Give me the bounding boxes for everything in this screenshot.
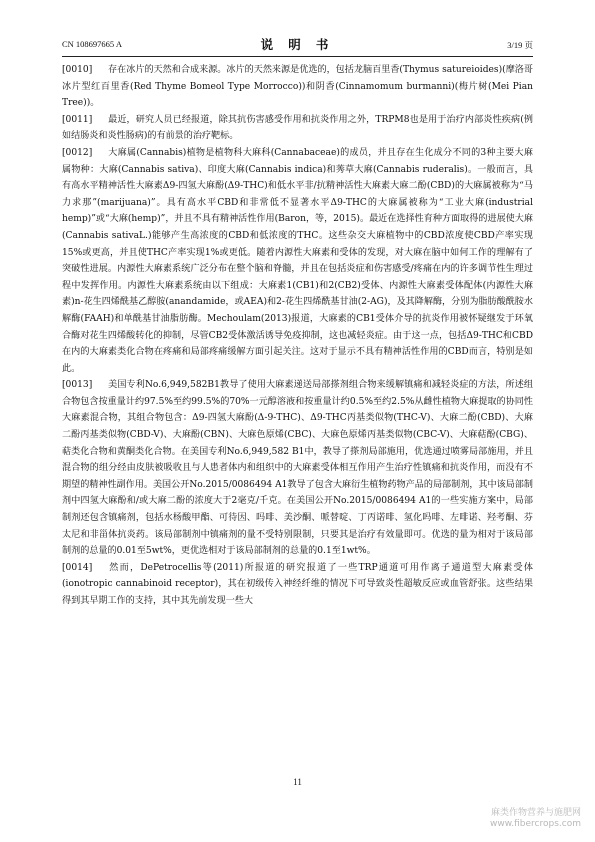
paragraph-text: 然而，DePetrocellis等(2011)所报道的研究报道了一些TRP通道可用作离子通道型大麻素受体(ionotropic cannabinoid receptor)，其在初级传入神经纤维的情况下可导致炎性超敏反应或血管舒张。这些结果得到其早期工作的支持，其中其先前发现一些大: [62, 562, 533, 606]
watermark: [490, 808, 581, 830]
page-number: 11: [293, 777, 302, 787]
page-header: [62, 36, 533, 54]
document-body: [62, 62, 533, 610]
paragraph-number: [0011]: [62, 114, 93, 125]
paragraph-0012: [62, 145, 533, 377]
header-rule: [62, 56, 533, 57]
page-label: 3/19 页: [507, 40, 533, 50]
watermark-title: 麻类作物营养与施肥网: [490, 808, 581, 818]
paragraph-number: [0013]: [62, 380, 93, 391]
paragraph-number: [0014]: [62, 562, 93, 573]
paragraph-number: [0010]: [62, 65, 93, 75]
watermark-url: www.fibercrops.com: [490, 819, 581, 829]
paragraph-0010: [62, 62, 533, 112]
paragraph-text: 美国专利No.6,949,582B1教导了使用大麻素递送局部搽剂组合物来缓解镇痛和减轻炎症的方法，所述组合物包含按重量计约97.5%至约99.5%的70%一元醇溶液和按重量计约0.5%至约2.5%从雌性植物大麻提取的协同性大麻素混合物，其组合物包含：Δ9-四氢大麻酚(Δ-9-THC)、Δ9-THC丙基类似物(THC-V)、大麻二酚(CBD)、大麻二酚丙基类似物(CBD-V)、大麻酚(CBN)、大麻色原烯(CBC)、大麻色原烯丙基类似物(CBC-V)、大麻萜酚(CBG)、萜类化合物和黄酮类化合物。在美国专利No.6,949,582 B1中，教导了搽剂局部施用，优选通过喷雾局部施用，并且混合物的组分经由皮肤被吸收且与人患者体内和组织中的大麻素受体相互作用产生治疗性镇痛和抗炎作用，而没有不期望的精神性副作用。美国公开No.2015/0086494 A1教导了包含大麻衍生植物药物产品的局部制剂，其中该局部制剂中四氢大麻酚和/或大麻二酚的浓度大于2毫克/千克。在美国公开No.2015/0086494 A1的一些实施方案中，局部制剂还包含镇痛剂，包括水杨酸甲酯、可待因、吗啡、美沙酮、哌替啶、丁丙诺啡、氢化吗啡、左啡诺、羟考酮、芬太尼和非甾体抗炎药。该局部制剂中镇痛剂的量不受特别限制，只要其是治疗有效量即可。优选的量为相对于该局部制剂的总量的0.01至5wt%，更优选相对于该局部制剂的总量的0.1至1wt%。: [62, 380, 533, 557]
doc-number: CN 108697665 A: [62, 39, 122, 49]
paragraph-text: 大麻属(Cannabis)植物是植物科大麻科(Cannabaceae)的成员，并且存在生化成分不同的3种主要大麻属物种：大麻(Cannabis sativa)、印度大麻(Cannabis indica)和莠草大麻(Cannabis ruderalis)。一般而言，具有高水平精神活性大麻素Δ9-四氢大麻酚(Δ9-THC)和低水平非/抗精神活性大麻素大麻二酚(CBD)的大麻属被称为“马力求那”(marijuana)”。具有高水平CBD和非常低不显著水平Δ9-THC的大麻属被称为“工业大麻(industrial hemp)”或“大麻(hemp)”，并且不具有精神活性作用(Baron，等，2015)。最近在选择性育种方面取得的进展使大麻(Cannabis sativaL.)能够产生高浓度的CBD和低浓度的THC。这些杂交大麻植物中的CBD浓度使CBD产率实现15%或更高，并且使THC产率实现1%或更低。随着内源性大麻素和受体的发现，对大麻在脑中如何工作的理解有了突破性进展。内源性大麻素系统广泛分布在整个脑和脊髓，并且在包括炎症和伤害感受/疼痛在内的许多调节性生理过程中发挥作用。内源性大麻素系统由以下组成：大麻素1(CB1)和2(CB2)受体、内源性大麻素受体配体(内源性大麻素)n-花生四烯酰基乙醇胺(anandamide，或AEA)和2-花生四烯酰基甘油(2-AG)，及其降解酶，分别为脂肪酸酰胺水解酶(FAAH)和单酰基甘油脂肪酶。Mechoulam(2013)报道，大麻素的CB1受体介导的抗炎作用被怀疑继发于环氧合酶对花生四烯酸转化的抑制，尽管CB2受体激活诱导免疫抑制，这也减轻炎症。由于这一点，包括Δ9-THC和CBD在内的大麻素类化合物在疼痛和局部疼痛缓解方面引起关注。这对于显示不具有精神活性作用的CBD而言，特别是如此。: [62, 147, 533, 374]
paragraph-number: [0012]: [62, 147, 93, 158]
paragraph-0014: [62, 560, 533, 610]
paragraph-0013: [62, 377, 533, 560]
paragraph-text: 存在冰片的天然和合成来源。冰片的天然来源是优选的，包括龙脑百里香(Thymus satureioides)(摩洛哥冰片型红百里香(Red Thyme Bomeol Type Morrocco))和阴香(Cinnamomum burmanni)(梅片树(Mei Pian Tree))。: [62, 65, 533, 109]
paragraph-text: 最近，研究人员已经报道，除其抗伤害感受作用和抗炎作用之外，TRPM8也是用于治疗内部炎性疾病(例如结肠炎和炎性肠病)的有前景的治疗靶标。: [62, 114, 533, 142]
paragraph-0011: [62, 112, 533, 145]
document-title: 说 明 书: [260, 38, 335, 52]
